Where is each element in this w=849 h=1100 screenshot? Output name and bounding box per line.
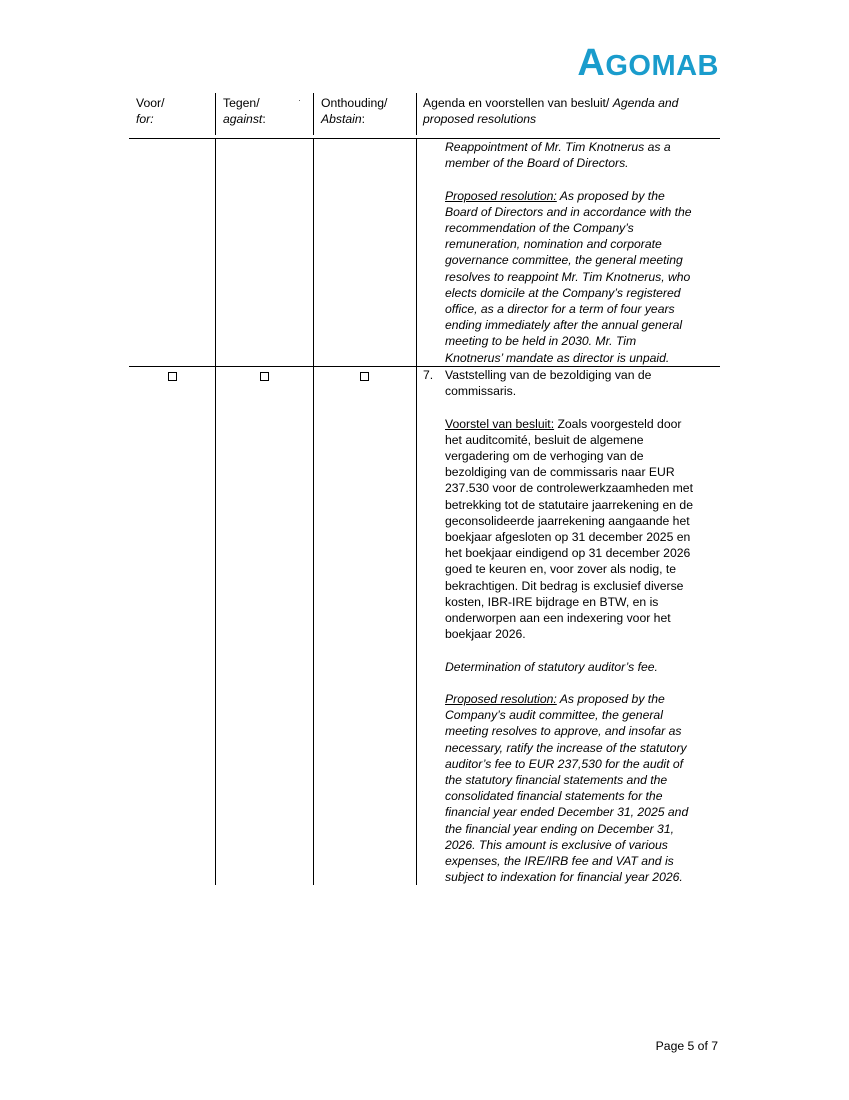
- header-separator-1: [215, 93, 216, 135]
- row1-proposal-line: Knotnerus’ mandate as director is unpaid.: [445, 350, 670, 365]
- agomab-logo: [577, 44, 719, 82]
- header-onthouding-nl: Onthouding/: [321, 96, 388, 110]
- row2-proposal-nl-line: Zoals voorgesteld door: [554, 416, 682, 431]
- column-line-3: [416, 139, 417, 885]
- row1-proposal-line: ending immediately after the annual general: [445, 318, 683, 333]
- row2-proposal-nl-line: bekrachtigen. Dit bedrag is exclusief diverse: [445, 578, 684, 593]
- row2-title-nl-line: commissaris.: [445, 384, 517, 399]
- header-tegen-en: against: [223, 112, 263, 126]
- row1-proposal-line: governance committee, the general meeting: [445, 253, 683, 268]
- header-voor: [136, 95, 164, 127]
- page-number: Page 5 of 7: [655, 1039, 718, 1053]
- row2-proposal-nl-line: het auditcomité, besluit de algemene: [445, 432, 644, 447]
- row2-proposal-en-line: the financial year ending on December 31,: [445, 821, 674, 836]
- header-agenda: [423, 95, 723, 127]
- row1-proposal-line: resolves to reappoint Mr. Tim Knotnerus, who: [445, 269, 691, 284]
- header-tegen-colon: :: [262, 112, 266, 126]
- row1-proposal-line: remuneration, nomination and corporate: [445, 237, 662, 252]
- row2-proposal-nl-line: boekjaar 2026.: [445, 627, 526, 642]
- vote-for-checkbox[interactable]: [168, 372, 177, 381]
- row2-title-nl: [445, 367, 725, 399]
- row1-proposal: [445, 188, 725, 366]
- header-voor-en: for:: [136, 112, 154, 126]
- row2-proposal-nl-line: kosten, IBR-IRE bijdrage en BTW, en is: [445, 594, 659, 609]
- row1-proposal-line: meeting to be held in 2030. Mr. Tim: [445, 334, 637, 349]
- row2-proposal-nl-line: het boekjaar eindigend op 31 december 2026: [445, 546, 691, 561]
- row2-content: [445, 367, 725, 885]
- row2-proposal-en-line: financial year ended December 31, 2025 and: [445, 805, 689, 820]
- row1-title-line: member of the Board of Directors.: [445, 156, 629, 171]
- header-onthouding-colon: :: [361, 112, 366, 126]
- row1-proposal-line: elects domicile at the Company’s registered: [445, 285, 681, 300]
- row2-proposal-en-line: As proposed by the: [556, 692, 665, 707]
- row2-proposal-en-line: auditor’s fee to EUR 237,530 for the audit of: [445, 756, 684, 771]
- row2-proposal-nl-line: geconsolideerde jaarrekening aangaande het: [445, 513, 690, 528]
- row2-proposal-nl-line: 237.530 voor de controlewerkzaamheden met: [445, 481, 693, 496]
- header-voor-nl: Voor/: [136, 96, 165, 110]
- row2-proposal-nl-label: Voorstel van besluit:: [445, 416, 555, 431]
- row2-proposal-nl-line: goed te keuren en, voor zover als nodig, te: [445, 562, 677, 577]
- header-agenda-en-2: proposed resolutions: [423, 112, 537, 126]
- row2-title-nl-line: Vaststelling van de bezoldiging van de: [445, 368, 652, 382]
- row2-proposal-en-label: Proposed resolution:: [445, 692, 557, 707]
- row2-proposal-nl: [445, 416, 725, 643]
- row2-proposal-en-line: necessary, ratify the increase of the statutory: [445, 740, 687, 755]
- row1-proposal-line: Board of Directors and in accordance with the: [445, 204, 692, 219]
- logo-rest: GOMAB: [605, 50, 719, 82]
- header-dot: [299, 100, 300, 101]
- row2-proposal-en: [445, 691, 725, 885]
- column-line-2: [313, 139, 314, 885]
- row2-proposal-nl-line: bezoldiging van de commissaris naar EUR: [445, 465, 675, 480]
- row2-proposal-en-line: Company’s audit committee, the general: [445, 708, 663, 723]
- row1-proposal-line: recommendation of the Company’s: [445, 221, 634, 235]
- row1-proposal-label: Proposed resolution:: [445, 188, 557, 203]
- row1-title-line: Reappointment of Mr. Tim Knotnerus as a: [445, 140, 671, 154]
- row2-proposal-nl-line: vergadering om de verhoging van de: [445, 449, 644, 463]
- vote-against-checkbox[interactable]: [260, 372, 269, 381]
- row2-title-en: Determination of statutory auditor’s fee.: [445, 659, 658, 674]
- row2-proposal-nl-line: boekjaar afgesloten op 31 december 2025 en: [445, 530, 691, 545]
- row1-content: [445, 139, 725, 366]
- header-separator-2: [313, 93, 314, 135]
- row2-proposal-en-line: the statutory financial statements and the: [445, 773, 668, 788]
- row2-proposal-en-line: consolidated financial statements for the: [445, 789, 663, 804]
- row1-title: [445, 139, 725, 171]
- row2-proposal-en-line: expenses, the IRE/IRB fee and VAT and is: [445, 854, 674, 869]
- row2-proposal-nl-line: betrekking tot de statutaire jaarrekening en de: [445, 497, 693, 512]
- header-agenda-en-1: Agenda and: [612, 96, 679, 110]
- agenda-item-number: 7.: [423, 368, 434, 382]
- row1-proposal-line: As proposed by the: [556, 188, 665, 203]
- header-onthouding: [321, 95, 387, 127]
- header-tegen: [223, 95, 266, 127]
- header-tegen-nl: Tegen/: [223, 96, 260, 110]
- row2-proposal-nl-line: onderworpen aan een indexering voor het: [445, 611, 671, 626]
- row1-proposal-line: office, as a director for a term of four years: [445, 302, 675, 317]
- header-onthouding-en: Abstain: [321, 112, 362, 126]
- row2-proposal-en-line: subject to indexation for financial year 2026.: [445, 870, 683, 885]
- header-agenda-nl: Agenda en voorstellen van besluit/: [423, 96, 613, 110]
- column-line-1: [215, 139, 216, 885]
- vote-abstain-checkbox[interactable]: [360, 372, 369, 381]
- header-separator-3: [416, 93, 417, 135]
- logo-initial: A: [577, 42, 606, 84]
- row2-proposal-en-line: 2026. This amount is exclusive of various: [445, 837, 668, 852]
- row2-proposal-en-line: meeting resolves to approve, and insofar as: [445, 724, 682, 739]
